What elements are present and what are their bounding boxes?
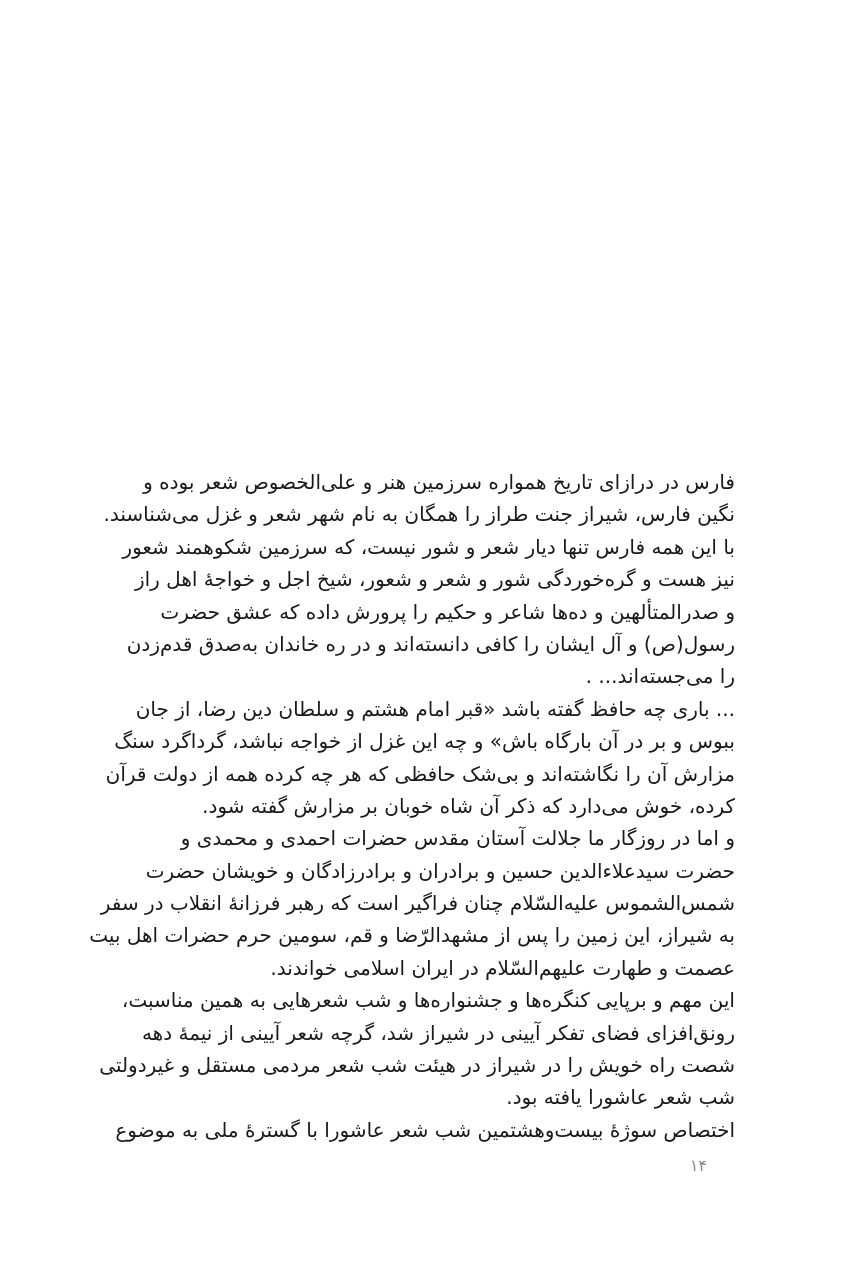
- text-line: عصمت و طهارت علیهم‌السّلام در ایران اسلامی خواندند.: [270, 955, 735, 980]
- page-number: ۱۴: [689, 1156, 707, 1175]
- text-line: و اما در روزگار ما جلالت آستان مقدس حضرات احمدی و محمدی و: [180, 826, 735, 851]
- text-line: فارس در درازای تاریخ همواره سرزمین هنر و علی‌الخصوص شعر بوده و: [143, 470, 735, 494]
- text-line: و صدرالمتألهین و ده‌ها شاعر و حکیم را پرورش داده که عشق حضرت: [160, 599, 735, 624]
- body-text: [30, 466, 735, 1146]
- text-line: رسول(ص) و آل ایشان را کافی دانسته‌اند و در ره خاندان به‌صدق قدم‌زدن: [126, 631, 735, 656]
- text-line: کرده، خوش می‌دارد که ذکر آن شاه خوبان بر مزارش گفته شود.: [202, 793, 735, 818]
- text-line: اختصاص سوژهٔ بیست‌وهشتمین شب شعر عاشورا با گسترهٔ ملی به موضوع: [115, 1117, 735, 1142]
- text-line: شمس‌الشموس علیه‌السّلام چنان فراگیر است که رهبر فرزانهٔ انقلاب در سفر: [100, 891, 735, 916]
- text-line: به شیراز، این زمین را پس از مشهدالرّضا و قم، سومین حرم حضرات اهل بیت: [89, 923, 735, 948]
- text-line: حضرت سیدعلاءالدین حسین و برادران و برادرزادگان و خویشان حضرت: [145, 858, 735, 883]
- text-line: شب شعر عاشورا یافته بود.: [506, 1085, 735, 1110]
- text-line: با این همه فارس تنها دیار شعر و شور نیست، که سرزمین شکوهمند شعور: [122, 534, 735, 559]
- text-line: را می‌جسته‌اند... .: [585, 664, 735, 689]
- text-line: نگین فارس، شیراز جنت طراز را همگان به نام شهر شعر و غزل می‌شناسند.: [103, 502, 735, 527]
- text-line: ... باری چه حافظ گفته باشد «قبر امام هشتم و سلطان دین رضا، از جان: [135, 696, 735, 721]
- text-line: رونق‌افزای فضای تفکر آیینی در شیراز شد، گرچه شعر آیینی از نیمهٔ دهه: [141, 1020, 735, 1045]
- text-line: ببوس و بر در آن بارگاه باش» و چه این غزل از خواجه نباشد، گرداگرد سنگ: [114, 729, 735, 754]
- text-line: شصت راه خویش را در شیراز در هیئت شب شعر مردمی مستقل و غیردولتی: [99, 1053, 735, 1078]
- text-line: نیز هست و گره‌خوردگی شور و شعر و شعور، شیخ اجل و خواجهٔ اهل راز: [134, 567, 735, 592]
- text-line: مزارش آن را نگاشته‌اند و بی‌شک حافظی که هر چه کرده همه از دولت قرآن: [105, 761, 735, 786]
- text-line: این مهم و برپایی کنگره‌ها و جشنواره‌ها و شب شعرهایی به همین مناسبت،: [121, 988, 735, 1013]
